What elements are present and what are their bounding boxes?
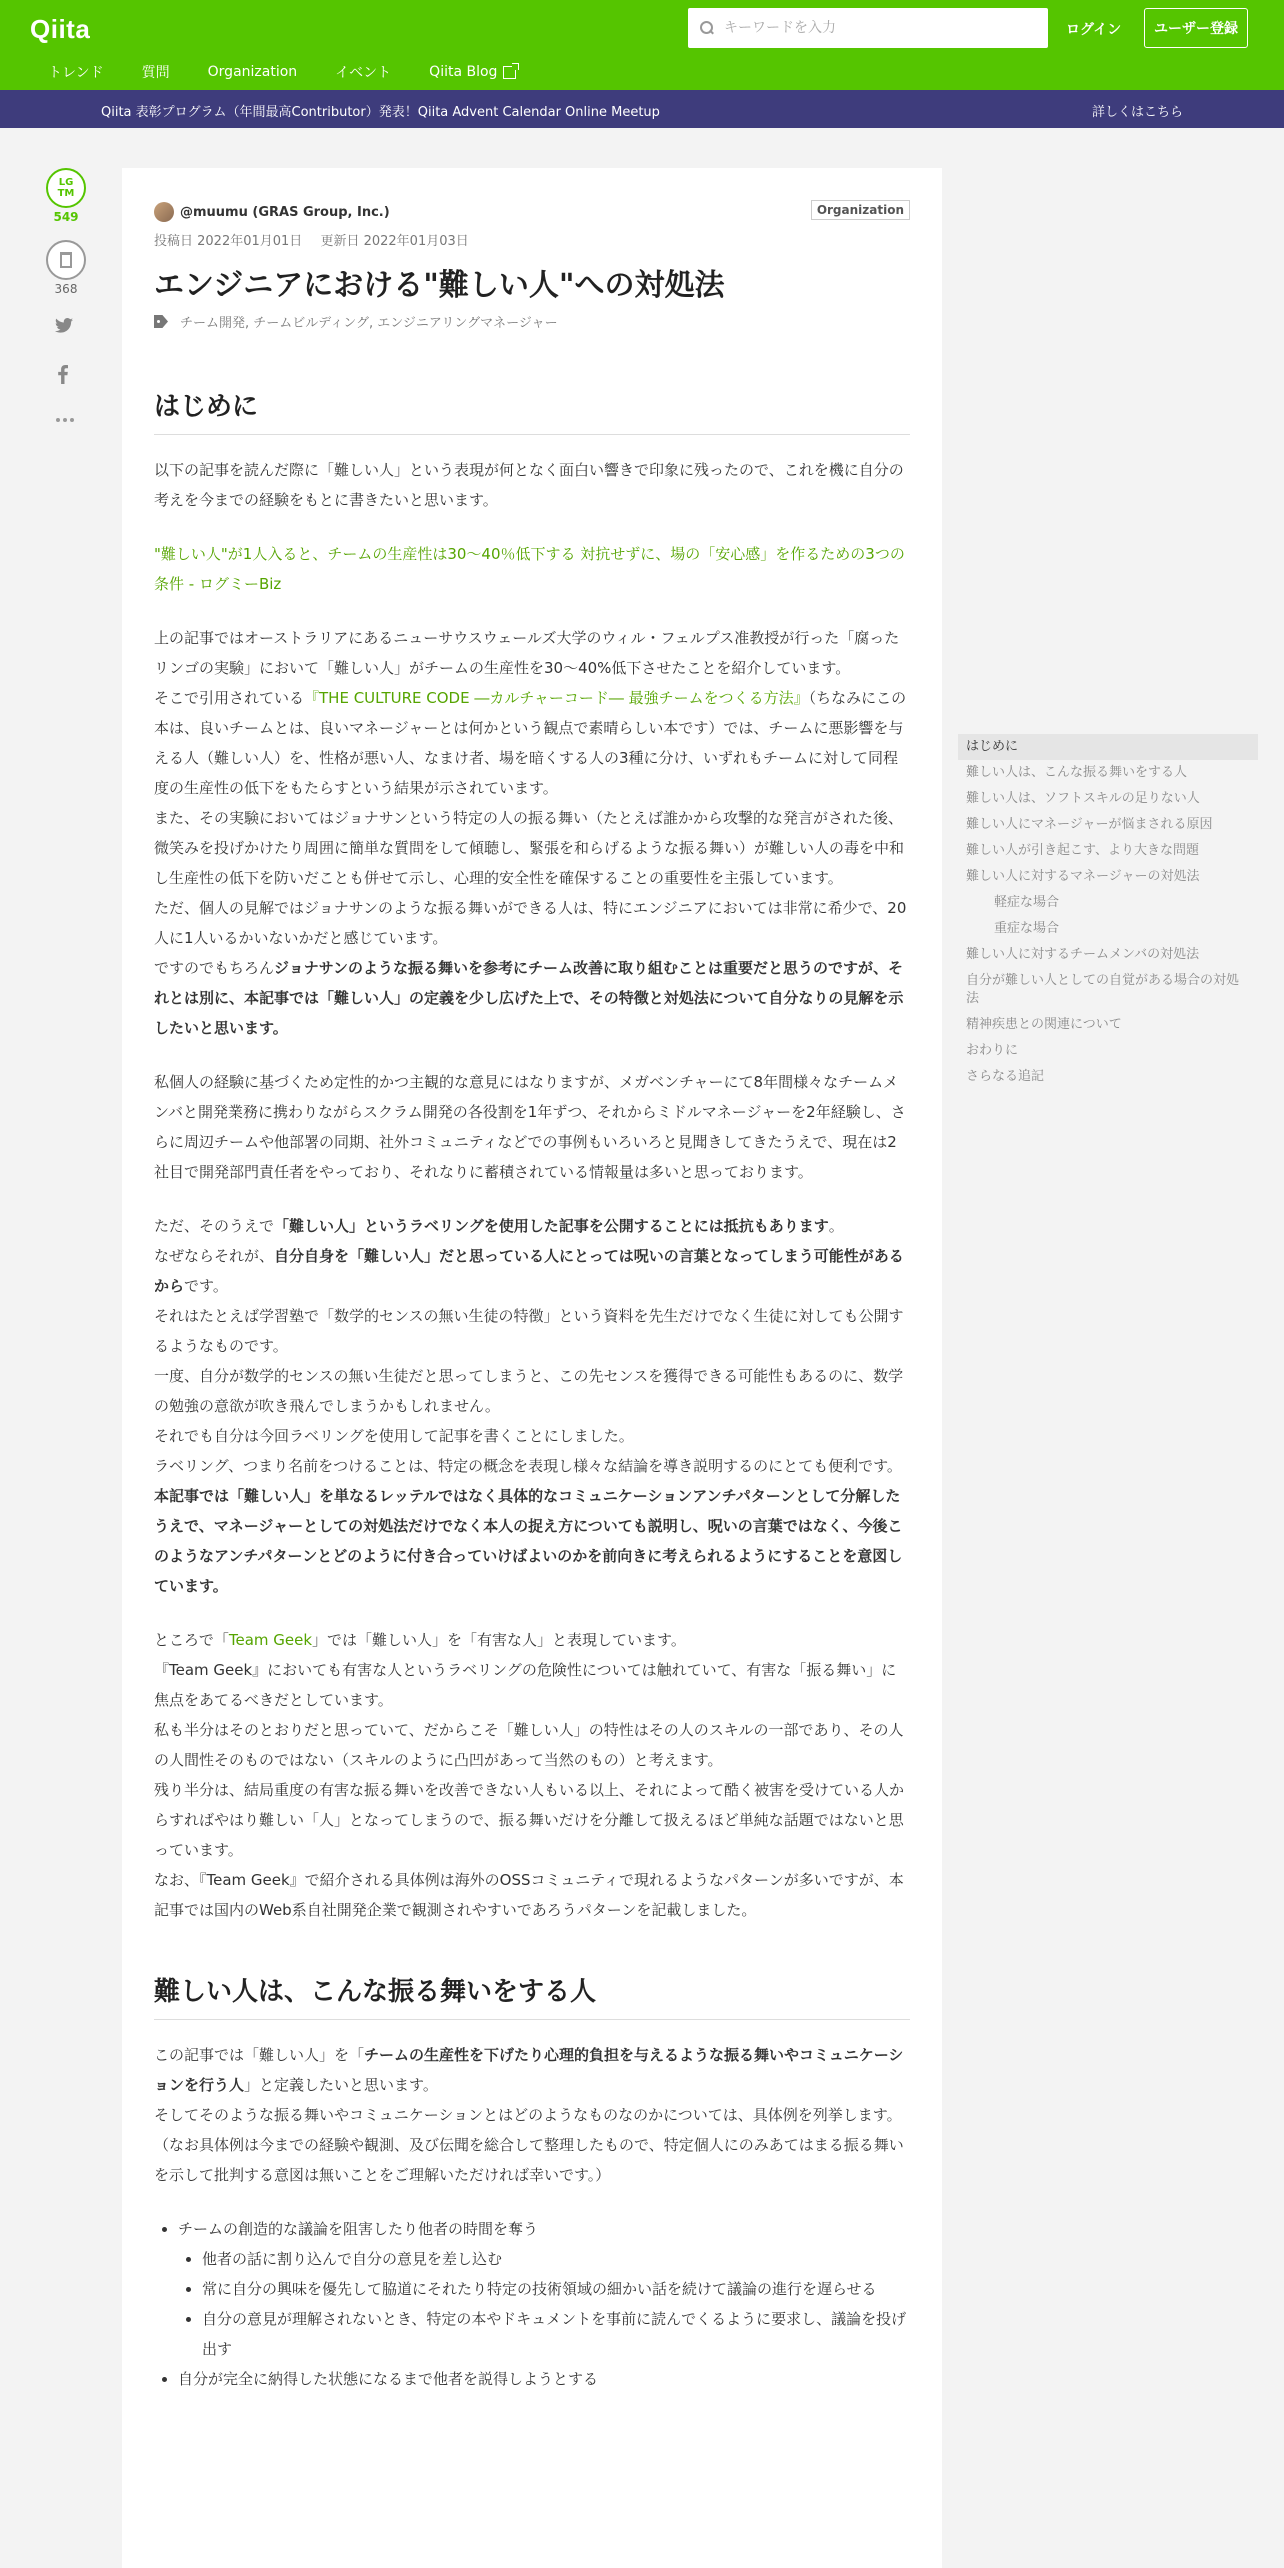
bold-text: 「難しい人」というラベリングを使用した記事を公開することには抵抗もあります [274, 1217, 829, 1235]
paragraph-text: なお、『Team Geek』で紹介される具体例は海外のOSSコミュニティで現れるようなパターンが多いですが、本記事では国内のWeb系自社開発企業で観測されやすいであろうパターンを記載しました。 [154, 1871, 904, 1919]
paragraph-text: そこで引用されている [154, 689, 305, 707]
nav-organization[interactable] [208, 62, 298, 82]
paragraph-text: それはたとえば学習塾で「数学的センスの無い生徒の特徴」という資料を先生だけでなく生徒に対しても公開するようなものです。 [154, 1307, 904, 1355]
nav-questions-label: 質問 [141, 65, 170, 81]
toc-item[interactable]: 重症な場合 [994, 921, 1060, 936]
list-item: • 他者の話に割り込んで自分の意見を差し込む [202, 2244, 910, 2274]
paragraph-text: この記事では「難しい人」を「 [154, 2046, 365, 2064]
list-item: • 常に自分の興味を優先して脇道にそれたり特定の技術領域の細かい話を続けて議論の進行を遅らせる [202, 2274, 910, 2304]
nav-organization-label: Organization [207, 64, 298, 80]
nav-events[interactable] [335, 62, 391, 82]
banner-details-link[interactable]: 詳しくはこちら [1092, 105, 1184, 120]
paragraph-text: なぜならそれが、 [154, 1247, 275, 1265]
article-card [122, 168, 942, 2568]
lgtm-count: 549 [53, 210, 79, 224]
article-title: エンジニアにおける"難しい人"への対処法 [154, 268, 725, 303]
toc-item[interactable]: 軽症な場合 [994, 895, 1060, 910]
culture-code-link[interactable]: 『THE CULTURE CODE ―カルチャーコード― 最強チームをつくる方法』 [304, 689, 809, 707]
list-item-text: チームの創造的な議論を阻害したり他者の時間を奪う [178, 2220, 539, 2238]
paragraph-text: ただ、そのうえで [154, 1217, 275, 1235]
paragraph-text: 残り半分は、結局重度の有害な振る舞いを改善できない人もいる以上、それによって酷く被害を受けている人からすればやはり難しい「人」となってしまうので、振る舞いだけを分離して扱えるほど単純な話題ではないと思っています。 [154, 1781, 905, 1859]
team-geek-link[interactable]: Team Geek [228, 1631, 313, 1649]
logmi-article-link[interactable]: "難しい人"が1人入ると、チームの生産性は30〜40％低下する 対抗せずに、場の「安心感」を作るための3つの条件 - ログミーBiz [154, 545, 905, 593]
nav-trend[interactable] [48, 62, 104, 82]
bold-text: チームの生産性を下げたり心理的負担を与えるような振る舞いやコミュニケーションを行う人 [154, 2046, 904, 2094]
paragraph-text: ただ、個人の見解ではジョナサンのような振る舞いができる人は、特にエンジニアにおいては非常に希少で、20人に1人いるかいないかだと感じています。 [154, 899, 907, 947]
toc-item[interactable]: 自分が難しい人としての自覚がある場合の対処法 [966, 973, 1240, 1006]
organization-badge[interactable]: Organization [811, 200, 910, 220]
global-nav [48, 62, 554, 82]
announcement-banner [0, 90, 1284, 128]
nav-qiita-blog-label: Qiita Blog [429, 64, 498, 80]
twitter-share-icon[interactable] [55, 318, 73, 337]
toc-item[interactable]: おわりに [966, 1043, 1019, 1058]
facebook-share-icon[interactable] [58, 365, 68, 388]
search-icon [700, 21, 714, 35]
heading-intro: はじめに [154, 388, 910, 435]
sub-list [202, 2244, 910, 2364]
toc-item[interactable]: はじめに [958, 734, 1258, 760]
paragraph-text: ですのでもちろん [154, 959, 275, 977]
tag-icon [154, 315, 172, 328]
toc-item[interactable]: 精神疾患との関連について [966, 1017, 1122, 1032]
paragraph-text: 一度、自分が数学的センスの無い生徒だと思ってしまうと、この先センスを獲得できる可能性もあるのに、数学の勉強の意欲が吹き飛んでしまうかもしれません。 [154, 1367, 904, 1415]
toc-item[interactable]: 難しい人にマネージャーが悩まされる原因 [966, 817, 1213, 832]
toc-item[interactable]: 難しい人に対するマネージャーの対処法 [966, 869, 1200, 884]
article-dates [154, 230, 483, 249]
paragraph-text: （ちなみにこの本は、良いチームとは、良いマネージャーとは何かという観点で素晴らしい本です）では、チームに悪影響を与える人（難しい人）を、性格が悪い人、なまけ者、場を暗くする人の3種に分け、いずれもチームに対して同程度の生産性の低下をもたらすという結果が示されています。 [154, 689, 907, 797]
bold-text: 自分自身を「難しい人」だと思っている人にとっては呪いの言葉となってしまう可能性があるから [154, 1247, 904, 1295]
tags-text[interactable]: チーム開発, チームビルディング, エンジニアリングマネージャー [180, 316, 558, 331]
toc-item[interactable]: さらなる追記 [966, 1069, 1045, 1084]
paragraph [154, 1625, 910, 1925]
search-box[interactable] [688, 8, 1048, 48]
paragraph-text: 私も半分はそのとおりだと思っていて、だからこそ「難しい人」の特性はその人のスキルの一部であり、その人の人間性そのものではない（スキルのように凸凹があって当然のもの）と考えます。 [154, 1721, 904, 1769]
table-of-contents [958, 734, 1258, 1090]
paragraph [154, 539, 910, 599]
stock-icon [60, 252, 72, 268]
paragraph [154, 1211, 910, 1601]
list-item: • 自分の意見が理解されないとき、特定の本やドキュメントを事前に読んでくるように要求し、議論を投げ出す [202, 2304, 910, 2364]
updated-date: 更新日 2022年01月03日 [320, 234, 469, 249]
author-info[interactable] [154, 202, 390, 222]
nav-events-label: イベント [335, 65, 392, 81]
article-body [154, 388, 910, 2394]
toc-item[interactable]: 難しい人は、ソフトスキルの足りない人 [966, 791, 1200, 806]
paragraph-text: ラベリング、つまり名前をつけることは、特定の概念を表現し様々な結論を導き説明するのにとても便利です。 [154, 1457, 902, 1475]
toc-item[interactable]: 難しい人に対するチームメンバの対処法 [966, 947, 1200, 962]
paragraph-text: 。 [828, 1217, 844, 1235]
global-header [0, 0, 1284, 90]
paragraph-text: （なお具体例は今までの経験や観測、及び伝聞を総合して整理したもので、特定個人にのみあてはまる振る舞いを示して批判する意図は無いことをご理解いただければ幸いです。） [154, 2136, 904, 2184]
paragraph-text: また、その実験においてはジョナサンという特定の人の振る舞い（たとえば誰かから攻撃的な発言がされた後、微笑みを投げかけたり周囲に簡単な質問をして傾聴し、緊張を和らげるような振る舞い）が難しい人の毒を中和し生産性の低下を防いだことも併せて示し、心理的安全性を確保することの重要性を主張しています。 [154, 809, 905, 887]
paragraph-text: そしてそのような振る舞いやコミュニケーションとはどのようなものなのかについては、具体例を列挙します。 [154, 2106, 902, 2124]
external-link-icon [503, 66, 516, 79]
heading-behaviors: 難しい人は、こんな振る舞いをする人 [154, 1973, 910, 2020]
lgtm-label: LG TM [57, 177, 75, 199]
paragraph: 私個人の経験に基づくため定性的かつ主観的な意見にはなりますが、メガベンチャーにて8年間様々なチームメンバと開発業務に携わりながらスクラム開発の各役割を1年ずつ、それからミドルマネージャーを2年経験し、さらに周辺チームや他部署の同期、社外コミュニティなどでの事例もいろいろと見聞きしてきたうえで、現在は2社目で開発部門責任者をやっており、それなりに蓄積されている情報量は多いと思っております。 [154, 1073, 906, 1181]
paragraph [154, 623, 910, 1043]
paragraph-text: それでも自分は今回ラベリングを使用して記事を書くことにしました。 [154, 1427, 634, 1445]
lgtm-button[interactable] [46, 168, 86, 208]
signup-button[interactable]: ユーザー登録 [1144, 8, 1248, 48]
paragraph-text: 『Team Geek』においても有害な人というラベリングの危険性については触れていて、有害な「振る舞い」に焦点をあてるべきだとしています。 [154, 1661, 897, 1709]
behavior-list [178, 2214, 910, 2394]
posted-date: 投稿日 2022年01月01日 [154, 234, 303, 249]
author-name: @muumu (GRAS Group, Inc.) [180, 204, 390, 220]
bold-text: 本記事では「難しい人」を単なるレッテルではなく具体的なコミュニケーションアンチパターンとして分解したうえで、マネージャーとしての対処法だけでなく本人の捉え方についても説明し、呪いの言葉ではなく、今後このようなアンチパターンとどのように付き合っていけばよいのかを前向きに考えられるようにすることを意図しています。 [154, 1487, 903, 1595]
toc-item[interactable]: 難しい人が引き起こす、より大きな問題 [966, 843, 1199, 858]
paragraph: 以下の記事を読んだ際に「難しい人」という表現が何となく面白い響きで印象に残ったので、これを機に自分の考えを今までの経験をもとに書きたいと思います。 [154, 461, 904, 509]
toc-item[interactable]: 難しい人は、こんな振る舞いをする人 [966, 765, 1188, 780]
qiita-logo[interactable]: Qiita [30, 14, 91, 44]
login-link[interactable]: ログイン [1066, 22, 1122, 38]
bold-text: ジョナサンのような振る舞いを参考にチーム改善に取り組むことは重要だと思うのですが、それとは別に、本記事では「難しい人」の定義を少し広げた上で、その特徴と対処法について自分なりの見解を示したいと思います。 [154, 959, 904, 1037]
stock-count: 368 [54, 282, 78, 296]
nav-trend-label: トレンド [48, 65, 104, 81]
author-avatar [154, 202, 174, 222]
paragraph-text: 」と定義したいと思います。 [244, 2076, 438, 2094]
stock-button[interactable] [46, 240, 86, 280]
paragraph [154, 2040, 910, 2190]
tag-list [154, 312, 558, 331]
banner-text[interactable]: Qiita 表彰プログラム（年間最高Contributor）発表！Qiita Advent Calendar Online Meetup [101, 105, 660, 120]
nav-questions[interactable] [142, 62, 170, 82]
paragraph-text: です。 [184, 1277, 228, 1295]
list-item [178, 2214, 910, 2364]
nav-qiita-blog[interactable] [429, 62, 516, 82]
paragraph-text: 上の記事ではオーストラリアにあるニューサウスウェールズ大学のウィル・フェルプス准教授が行った「腐ったリンゴの実験」において「難しい人」がチームの生産性を30～40%低下させたことを紹介しています。 [154, 629, 900, 677]
search-input[interactable] [724, 20, 1024, 36]
more-options-icon[interactable] [56, 418, 74, 422]
list-item: • 自分が完全に納得した状態になるまで他者を説得しようとする [178, 2364, 910, 2394]
paragraph-text: ところで「 [154, 1631, 229, 1649]
paragraph-text: 」では「難しい人」を「有害な人」と表現しています。 [312, 1631, 686, 1649]
